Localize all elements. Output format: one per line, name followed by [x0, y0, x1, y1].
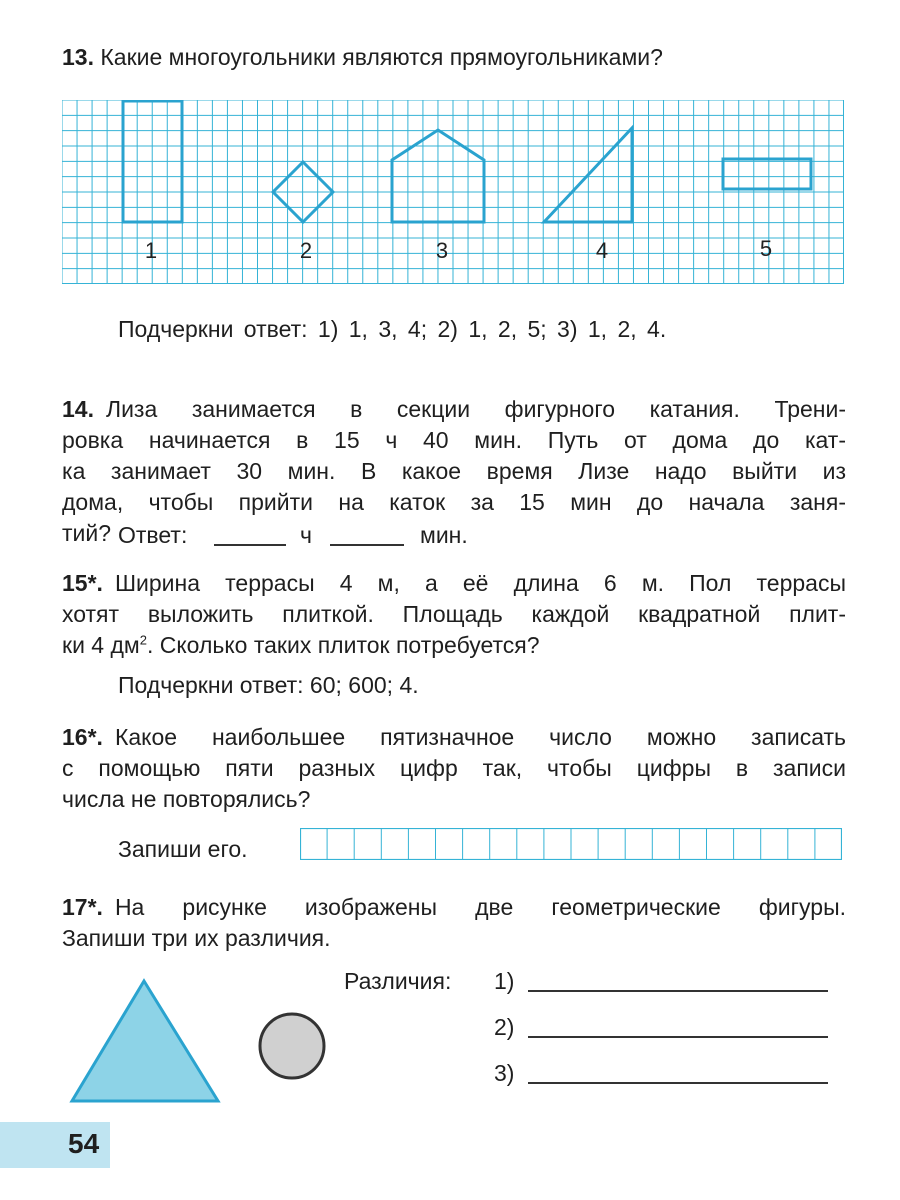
q17-line-1: [62, 894, 846, 925]
q16-write-label: Запиши его.: [118, 836, 248, 862]
figure-label-2: 2: [299, 238, 313, 263]
q14-hours-unit: ч: [300, 522, 312, 548]
q17-figures: [60, 975, 360, 1110]
q13-answer: Подчеркни ответ: 1) 1, 3, 4; 2) 1, 2, 5; 3) 1, 2, 4.: [118, 316, 667, 342]
q16-line-1: [62, 724, 846, 755]
q17-answer-line-1[interactable]: [528, 990, 828, 992]
q14-line-1: [62, 396, 846, 427]
q17-block: [62, 894, 846, 956]
figure-label-1: 1: [144, 238, 158, 263]
q14-answer-label: Ответ:: [118, 522, 188, 548]
q15-block: [62, 570, 846, 663]
q15-line-3: [62, 632, 846, 663]
q13-question: [62, 44, 782, 71]
q17-differences-label: Различия:: [344, 968, 452, 994]
q17-number: 17*.: [62, 894, 103, 920]
q14-line-5: тий?: [62, 520, 112, 546]
q16-number: 16*.: [62, 724, 103, 750]
q15-answer: Подчеркни ответ: 60; 600; 4.: [118, 672, 419, 698]
q16-line-1-text: Какое наибольшее пятизначное число можно записать: [114, 724, 846, 750]
figure-label-4: 4: [595, 238, 609, 263]
q17-item-1-num: 1): [494, 968, 515, 994]
q14-hours-blank[interactable]: [214, 544, 286, 546]
q13-grid-figure: [62, 100, 844, 284]
q17-line-2: Запиши три их различия.: [62, 925, 331, 951]
q15-line-2: хотят выложить плиткой. Площадь каждой квадратной плит-: [62, 601, 846, 627]
figure-label-3: 3: [435, 238, 449, 263]
q15-number: 15*.: [62, 570, 103, 596]
q14-line-1-text: Лиза занимается в секции фигурного катания. Трени-: [105, 396, 846, 422]
q17-item-2-num: 2): [494, 1014, 515, 1040]
q16-answer-cells[interactable]: [300, 828, 842, 860]
q17-answer-line-3[interactable]: [528, 1082, 828, 1084]
q15-line-3-a: ки 4 дм: [62, 632, 140, 658]
grid-lines: [62, 100, 844, 284]
q17-line-1-text: На рисунке изображены две геометрические фигуры.: [114, 894, 846, 920]
q16-line-2: с помощью пяти разных цифр так, чтобы цифры в записи: [62, 755, 846, 781]
gray-circle: [260, 1014, 324, 1078]
q14-minutes-unit: мин.: [420, 522, 468, 548]
blue-triangle: [72, 981, 218, 1101]
q16-line-3: числа не повторялись?: [62, 786, 311, 812]
q15-line-1: [62, 570, 846, 601]
q15-line-3-b: . Сколько таких плиток потребуется?: [146, 632, 540, 658]
q15-superscript: 2: [139, 632, 147, 648]
q14-line-4: дома, чтобы прийти на каток за 15 мин до начала заня-: [62, 489, 846, 515]
q13-number: 13.: [62, 44, 94, 70]
page-number: 54: [68, 1128, 100, 1159]
answer-cell-grid: [301, 828, 842, 860]
figure-label-5: 5: [759, 236, 773, 261]
q16-block: [62, 724, 846, 817]
q15-line-1-text: Ширина террасы 4 м, а её длина 6 м. Пол террасы: [114, 570, 846, 596]
q14-line-2: ровка начинается в 15 ч 40 мин. Путь от дома до кат-: [62, 427, 846, 453]
q14-minutes-blank[interactable]: [330, 544, 404, 546]
q17-answer-line-2[interactable]: [528, 1036, 828, 1038]
q17-item-3-num: 3): [494, 1060, 515, 1086]
q13-text: Какие многоугольники являются прямоугольниками?: [100, 44, 663, 70]
q14-line-3: ка занимает 30 мин. В какое время Лизе надо выйти из: [62, 458, 846, 484]
figure-5-rectangle: [723, 159, 811, 189]
q14-number: 14.: [62, 396, 94, 422]
